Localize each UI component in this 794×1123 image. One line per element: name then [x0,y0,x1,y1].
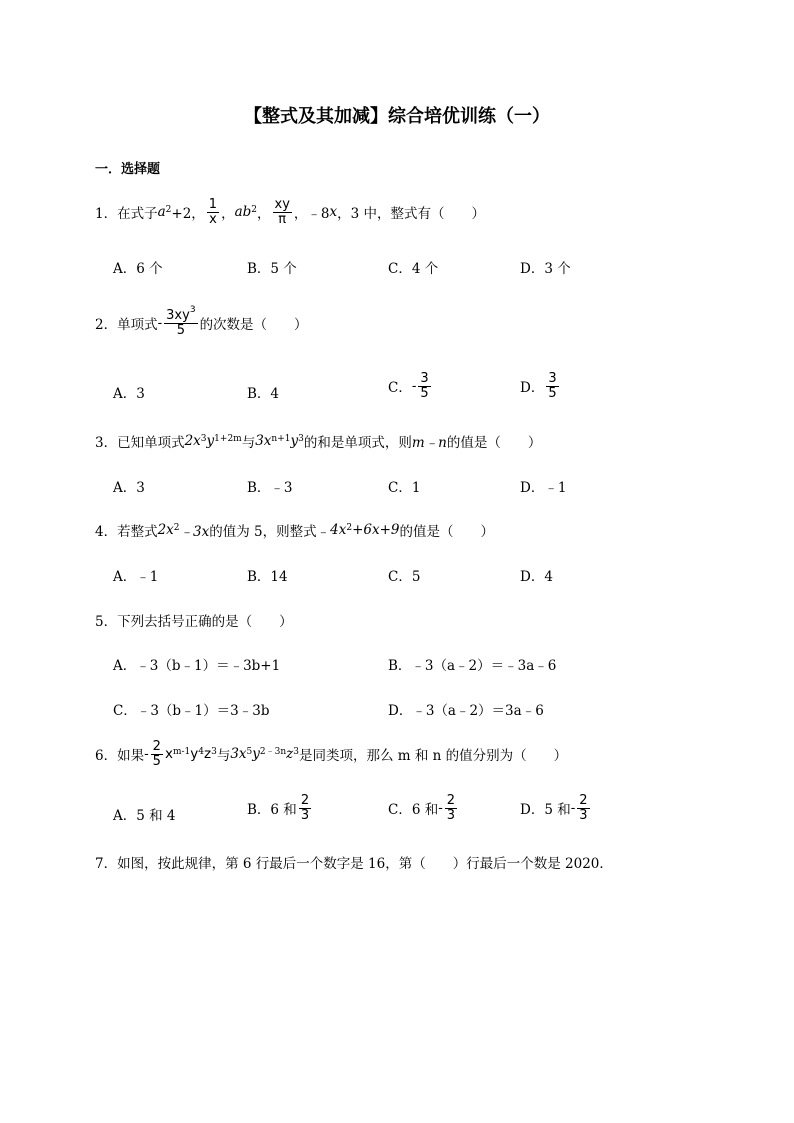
question-3: 3．已知单项式 2x $^3$ y $^{1+2m}$ 与 3x $^{n+1}$ y $^3$ 的和是单项式，则 m﹣n 的值是（ ） [95,433,542,451]
q2-option-c-neg: - [411,378,417,395]
q3-head: 3．已知单项式 [95,435,185,451]
q4-mid: 的值为 5，则整式﹣ [209,524,331,540]
q2-option-d-label: D． [520,380,545,397]
q6-mid: 与 [216,748,231,765]
q4-tail: 的值是（ ） [399,524,494,540]
q3-term1-y: y [206,433,215,449]
q2-numerator [164,304,197,324]
q6-x: x [164,746,173,763]
q1-comma1: ， [221,206,235,223]
q2-fraction [164,304,197,338]
q1-fraction-1 [207,198,219,226]
q2-tail: 的次数是（ ） [199,317,308,334]
question-4: 4．若整式 2x $^2$ ﹣3x 的值为 5，则整式﹣ 4x $^2$ +6x+9 的值是（ ） [95,522,494,540]
question-1: 1．在式子 a $^2$ +2， $\frac{1}{x}$ ， ab $^2$ ， $\frac{xy}{\pi}$ ，﹣8 x ，3 中，整式有（ ） [95,197,486,227]
q1-option-d: D．3 个 [520,261,571,277]
q6-fraction [151,740,163,768]
q3-option-d: D．﹣1 [520,480,567,496]
q6-option-b [247,794,313,822]
q1-tail1: ，﹣8 [293,206,330,223]
q2-option-d [520,372,561,400]
q1-option-c: C．4 个 [388,261,439,277]
q6-option-c-neg: - [438,800,443,817]
q6-option-d-neg: - [570,800,576,817]
q3-tail: 的和是单项式，则 [303,435,412,451]
q6-option-d-denominator: 3 [579,807,588,823]
q2-numerator-exp: 3 [189,304,196,315]
q5-option-a: A．﹣3（b﹣1）＝﹣3b+1 [113,658,281,674]
q6-denominator: 5 [152,753,161,769]
q2-option-c [388,372,433,400]
q4-option-c: C．5 [388,569,421,585]
q3-m-minus-n: m﹣n [411,435,447,451]
q1-f1-denominator: x [209,211,217,227]
q2-option-d-numerator: 3 [548,371,557,386]
q2-option-b: B．4 [247,386,280,402]
question-2 [95,304,308,338]
q1-comma2: ， [257,206,271,223]
q4-head: 4．若整式 [95,524,158,540]
q4-option-d: D．4 [520,569,553,585]
q3-option-b: B．﹣3 [247,480,293,496]
q2-option-c-label: C． [388,380,412,397]
q1-f2-numerator: xy [274,197,290,212]
q6-option-c-fraction [445,794,457,822]
q5-option-b: B．﹣3（a﹣2）＝﹣3a﹣6 [388,658,557,674]
q6-option-d-label: D．5 和 [520,802,571,819]
q6-y: y [190,746,199,763]
q5-option-c: C．﹣3（b﹣1）＝3﹣3b [113,703,270,719]
q4-option-b: B．14 [247,569,288,585]
q2-neg: - [157,315,163,332]
question-7: 7．如图，按此规律，第 6 行最后一个数字是 16，第（ ）行最后一个数是 2020． [95,856,613,872]
q6-term2-z: z [286,746,294,763]
q2-option-c-numerator: 3 [420,371,429,386]
q6-option-c-denominator: 3 [446,807,456,823]
q1-tail2: ，3 中，整式有（ ） [337,206,486,223]
q1-a: a [157,204,166,221]
q3-term2-y: y [290,433,299,449]
q6-head: 6．如果 [95,748,145,765]
q1-option-a: A．6 个 [113,261,163,277]
q1-f2-denominator: π [278,211,287,227]
q6-neg: - [144,746,149,763]
q6-option-b-fraction [299,794,311,822]
q6-term2-y: y [252,746,260,763]
q3-option-a: A．3 [113,480,145,496]
q2-option-d-fraction [546,372,558,400]
q2-denominator: 5 [176,322,185,338]
section-heading: 一．选择题 [95,162,161,177]
q3-mid: 与 [241,435,256,451]
question-6: 6．如果 - $\frac{2}{5}$ x $^{m-1}$ y $^4$ z $^3$ 与 3x $^5$ y $^{2﹣3n}$ z $^3$ 是同类项，那么 m 和 n 的值分别为（ ） [95,739,568,769]
q4-expr2-tail: +6x+9 [352,522,400,538]
q6-z: z [203,746,212,763]
q4-expr1-tail: ﹣3x [179,524,210,540]
q4-expr1: 2x [157,522,174,538]
q6-term2: 3x [230,746,247,763]
q5-option-d: D．﹣3（a﹣2）＝3a﹣6 [388,703,544,719]
q6-option-c-label: C．6 和 [388,802,439,819]
q6-option-c-numerator: 2 [446,793,456,808]
q1-f1-numerator: 1 [208,197,218,212]
q2-number: 2．单项式 [95,317,158,334]
q1-number: 1．在式子 [95,206,158,223]
q3-term2: 3x [255,433,272,449]
q2-option-c-denominator: 5 [420,385,429,401]
q6-option-a: A．5 和 4 [113,808,176,824]
q3-term1: 2x [184,433,201,449]
q6-option-b-numerator: 2 [300,793,310,808]
q2-option-d-denominator: 5 [548,385,557,401]
q3-option-c: C．1 [388,480,421,496]
q2-numerator-text: 3xy [166,308,190,323]
q4-expr2: 4x [330,522,347,538]
question-5: 5．下列去括号正确的是（ ） [95,614,293,630]
q6-numerator: 2 [152,739,161,754]
q6-option-b-label: B．6 和 [247,802,297,819]
q6-option-d-fraction [577,794,589,822]
q6-option-b-denominator: 3 [300,807,310,823]
q1-ab: ab [234,204,252,221]
q1-plus2: +2， [171,206,205,223]
q1-x: x [329,204,338,221]
q2-option-a: A．3 [113,386,145,402]
q6-option-d-numerator: 2 [579,793,588,808]
q4-option-a: A．﹣1 [113,569,159,585]
q3-tail2: 的值是（ ） [446,435,542,451]
q6-option-d [520,794,592,822]
page-title: 【整式及其加减】综合培优训练（一） [244,106,550,127]
q1-option-b: B．5 个 [247,261,297,277]
q6-tail: 是同类项，那么 m 和 n 的值分别为（ ） [299,748,568,765]
q6-option-c [388,794,459,822]
q2-option-c-fraction [418,372,430,400]
q1-fraction-2 [273,198,292,226]
